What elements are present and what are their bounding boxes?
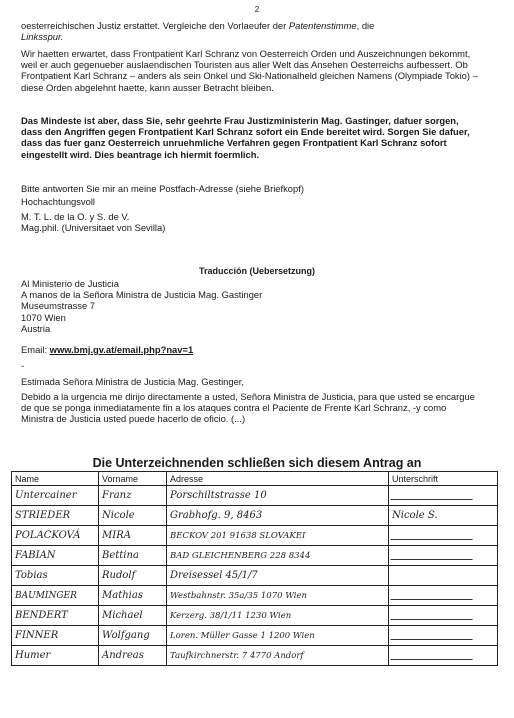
cell-adresse: Kerzerg. 38/1/11 1230 Wien [167,606,389,626]
cell-vorname: Andreas [99,646,167,666]
handwritten-signature [390,591,475,600]
email-line [21,344,481,355]
dash-line: - [21,360,25,371]
translation-body: Debido a la urgencia me dirijo directamente a usted, Señora Ministra de Justicia, para que usted se encargue de que se ponga inmediatamente fin a los ataques contra el Paciente de Frente Karl Schranz, -y como Ministra de Justicia usted puede hacerlo de oficio. (...) [21,391,475,425]
cell-name: FINNER [12,626,99,646]
page-number: 2 [254,5,260,14]
address-line: Museumstrasse 7 [21,300,95,312]
cell-signature [389,546,498,566]
cell-adresse: Loren. Müller Gasse 1 1200 Wien [167,626,389,646]
cell-name: Tobias [12,566,99,586]
cell-name: FABIAN [12,546,99,566]
translation-salutation: Estimada Señora Ministra de Justicia Mag. Gestinger, [21,376,245,387]
column-header-unterschrift: Unterschrift [389,472,498,486]
cell-signature [389,566,498,586]
cell-signature [389,486,498,506]
table-row [12,506,498,526]
table-row [12,606,498,626]
cell-name: BAUMINGER [12,586,99,606]
handwritten-signature [390,631,475,640]
cell-name: POLACKOVÁ [12,526,99,546]
cell-vorname: Franz [99,486,167,506]
p1-text: oesterreichischen Justiz erstattet. Vergleiche den Vorlaeufer der [21,20,289,31]
table-row [12,546,498,566]
cell-name: STRIEDER [12,506,99,526]
letter-reply-request: Bitte antworten Sie mir an meine Postfach-Adresse (siehe Briefkopf) [21,183,304,194]
cell-adresse: Westbahnstr. 35a/35 1070 Wien [167,586,389,606]
cell-signature: Nicole S. [389,506,498,526]
letter-paragraph-3-bold: Das Mindeste ist aber, dass Sie, sehr geehrte Frau Justizministerin Mag. Gastinger, dafuer sorgen, dass den Angriffen gegen Frontpatient Karl Schranz sofort ein Ende bereitet wird. Sorgen Sie dafuer, dass das fuer ganz Oesterreich unruehmliche Verfahren gegen Frontpatient Karl Schranz sofort eingestellt wird. Dies beantrage ich hiermit foermlich. [21,115,470,160]
cell-vorname: Rudolf [99,566,167,586]
column-header-name: Name [12,472,99,486]
address-line: 1070 Wien [21,311,66,323]
cell-adresse: BECKOV 201 91638 SLOVAKEI [167,526,389,546]
letter-signature-title: Mag.phil. (Universitaet von Sevilla) [21,222,166,233]
translation-address [21,278,481,334]
translation-title: Traducción (Uebersetzung) [198,266,315,276]
signature-list-title: Die Unterzeichnenden schließen sich diesem Antrag an [92,456,422,470]
cell-signature [389,586,498,606]
cell-adresse: BAD GLEICHENBERG 228 8344 [167,546,389,566]
cell-adresse: Dreisessel 45/1/7 [167,566,389,586]
handwritten-signature [390,551,475,560]
handwritten-signature [390,611,475,620]
letter-signature-name: M. T. L. de la O. y S. de V. [21,211,130,222]
letter-paragraph-1 [21,20,481,42]
address-line: Al Ministerio de Justicia [21,278,119,289]
email-label: Email: [21,344,50,355]
cell-vorname: Wolfgang [99,626,167,646]
cell-vorname: Nicole [99,506,167,526]
p1-post: , die [356,20,375,31]
table-row [12,646,498,666]
cell-name: BENDERT [12,606,99,626]
handwritten-signature [390,491,475,500]
cell-adresse: Taufkirchnerstr. 7 4770 Andorf [167,646,389,666]
handwritten-signature [390,531,475,540]
cell-signature [389,626,498,646]
cell-vorname: Bettina [99,546,167,566]
cell-signature [389,526,498,546]
letter-closing: Hochachtungsvoll [21,196,96,207]
table-row [12,626,498,646]
cell-adresse: Grabhofg. 9, 8463 [167,506,389,526]
cell-adresse: Porschiltstrasse 10 [167,486,389,506]
table-row [12,566,498,586]
letter-paragraph-2: Wir haetten erwartet, dass Frontpatient Karl Schranz von Oesterreich Orden und Auszeichnungen bekommt, weil er auch gegenueber auslaendischen Touristen aus aller Welt das Ansehen Oesterreichs aufbessert. Ob Frontpatient Karl Schranz – anders als sein Onkel und Ski-Nationalheld gleichen Namens (Olympiade Tokio) – diese Orden abgelehnt haette, kann ausser Betracht bleiben. [21,48,478,93]
cell-signature [389,646,498,666]
cell-name: Humer [12,646,99,666]
address-line: A manos de la Señora Ministra de Justicia Mag. Gastinger [21,289,263,301]
table-row [12,486,498,506]
handwritten-signature [390,651,475,660]
email-link[interactable]: www.bmj.gv.at/email.php?nav=1 [49,344,194,355]
cell-vorname: Michael [99,606,167,626]
table-row [12,586,498,606]
cell-vorname: Mathias [99,586,167,606]
table-header-row [12,472,498,486]
column-header-adresse: Adresse [167,472,389,486]
cell-name: Untercainer [12,486,99,506]
table-row [12,526,498,546]
cell-vorname: MIRA [99,526,167,546]
column-header-vorname: Vorname [99,472,167,486]
p1-italic: Patentenstimme [288,20,357,31]
address-line: Austria [21,322,51,334]
cell-signature [389,606,498,626]
signature-table [11,471,498,666]
p1-line2: Linksspur. [21,31,64,43]
